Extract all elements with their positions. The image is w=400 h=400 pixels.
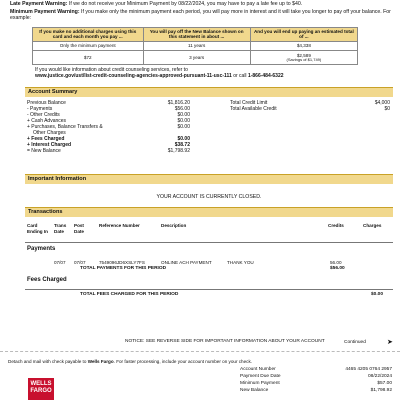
mp-cell: 3 years [143, 51, 250, 65]
summary-amount: $1,798.92 [167, 148, 190, 154]
coupon-label: Payment Due Date [240, 374, 281, 379]
mp-cell: $72 [33, 51, 144, 65]
mp-cell: 11 years [143, 41, 250, 51]
counseling-url[interactable]: www.justice.gov/ust/list-credit-counseling-agencies-approved-pursuant-11-usc-111 [35, 73, 232, 79]
min-warning-text: If you make only the minimum payment each period, you will pay more in interest and it will take you longer to pay off your balance. For example: [10, 9, 391, 22]
payment-credit-amount: 56.00 [330, 260, 342, 265]
coupon-value: $57.00 [377, 381, 392, 386]
counseling-phone: 1-866-484-6322 [247, 73, 284, 79]
counseling-or-call: or call [233, 73, 247, 79]
logo-line-1: WELLS [30, 381, 52, 387]
wells-fargo-logo [28, 378, 54, 400]
summary-amount: $0.00 [177, 136, 190, 142]
payment-note: THANK YOU [227, 260, 254, 265]
coupon-label: New Balance [240, 388, 269, 393]
counseling-info [35, 67, 395, 79]
col-charges: Charges [363, 223, 382, 228]
fees-title: Fees Charged [27, 277, 67, 283]
continued-label: Continued [344, 340, 366, 345]
summary-label: + Interest Charged [27, 142, 72, 148]
col-description: Description [161, 223, 187, 228]
coupon-value: 08/22/2024 [367, 374, 392, 379]
total-fees-amount: $0.00 [371, 292, 384, 297]
fees-rule [25, 289, 393, 290]
summary-label: + Cash Advances [27, 118, 67, 124]
late-warning-label: Late Payment Warning: [10, 1, 68, 7]
coupon-label: Account Number [240, 367, 276, 372]
payee-name: Wells Fargo [87, 359, 114, 364]
mp-header: If you make no additional charges using this card and each month you pay ... [33, 28, 144, 42]
logo-line-2: FARGO [30, 388, 52, 394]
account-summary-title: Account Summary [25, 88, 393, 97]
col-trans-date: Trans Date [54, 223, 67, 234]
payments-title: Payments [27, 246, 56, 252]
summary-label: Other Charges [33, 130, 66, 136]
detach-text-2: . For faster processing, include your account number on your check. [113, 359, 253, 364]
mp-total: $2,589 [296, 52, 311, 58]
summary-label: + Fees Charged [27, 136, 65, 142]
late-warning-text: If we do not receive your Minimum Payment by 08/22/2024, you may have to pay a late fee up to $40. [68, 1, 303, 7]
transactions-title: Transactions [25, 208, 393, 217]
total-payments-label: TOTAL PAYMENTS FOR THIS PERIOD [80, 266, 167, 271]
summary-amount: $56.00 [174, 106, 190, 112]
summary-amount: $1,816.20 [167, 100, 190, 106]
payment-description: ONLINE ACH PAYMENT [161, 260, 212, 265]
minimum-payment-warning [10, 9, 392, 21]
available-credit-value: $0 [384, 106, 390, 112]
mp-cell: Only the minimum payment [33, 41, 144, 51]
late-payment-warning [10, 1, 392, 7]
col-post-date: Post Date [74, 223, 84, 234]
summary-amount: $38.72 [174, 142, 190, 148]
header-rule [25, 242, 393, 243]
total-fees-label: TOTAL FEES CHARGED FOR THIS PERIOD [80, 292, 179, 297]
payment-post-date: 07/07 [74, 260, 86, 265]
coupon-value: $1,798.92 [370, 388, 392, 393]
summary-label: = New Balance [27, 148, 61, 154]
total-payments-amount: $56.00 [330, 266, 345, 271]
payment-reference: 7549096JD6XSLY7FS [99, 260, 145, 265]
summary-amount: $0.00 [177, 118, 190, 124]
payment-trans-date: 07/07 [54, 260, 66, 265]
col-reference: Reference Number [99, 223, 140, 228]
detach-instructions [8, 359, 252, 365]
col-card-ending: Card Ending In [27, 223, 48, 234]
arrow-right-icon: ➤ [387, 339, 393, 346]
summary-label: + Purchases, Balance Transfers & [27, 124, 103, 130]
summary-label: - Other Credits [27, 112, 60, 118]
mp-cell: $4,338 [250, 41, 357, 51]
perforation-line [0, 351, 400, 352]
coupon-value: 4465 4205 0764 2957 [345, 367, 392, 372]
account-closed-message: YOUR ACCOUNT IS CURRENTLY CLOSED. [156, 194, 262, 200]
mp-cell [250, 51, 357, 65]
reverse-side-notice: NOTICE: SEE REVERSE SIDE FOR IMPORTANT INFORMATION ABOUT YOUR ACCOUNT [125, 339, 325, 344]
summary-amount: $0.00 [177, 112, 190, 118]
credit-limit-value: $4,000 [374, 100, 390, 106]
mp-header: And you will end up paying an estimated total of ... [250, 28, 357, 42]
summary-label: - Payments [27, 106, 53, 112]
detach-text: Detach and mail with check payable to [8, 359, 87, 364]
important-info-title: Important Information [25, 175, 393, 184]
minimum-payment-table [32, 27, 358, 65]
counseling-text: If you would like information about credit counseling services, refer to [35, 67, 188, 73]
mp-savings: (Savings of $1,749) [286, 57, 322, 63]
col-credits: Credits [328, 223, 344, 228]
summary-amount: $0.00 [177, 124, 190, 130]
credit-limit-label: Total Credit Limit [230, 100, 268, 106]
summary-label: Previous Balance [27, 100, 66, 106]
available-credit-label: Total Available Credit [230, 106, 277, 112]
mp-header: You will pay off the New Balance shown on this statement in about ... [143, 28, 250, 42]
coupon-label: Minimum Payment [240, 381, 280, 386]
min-warning-label: Minimum Payment Warning: [10, 9, 80, 15]
